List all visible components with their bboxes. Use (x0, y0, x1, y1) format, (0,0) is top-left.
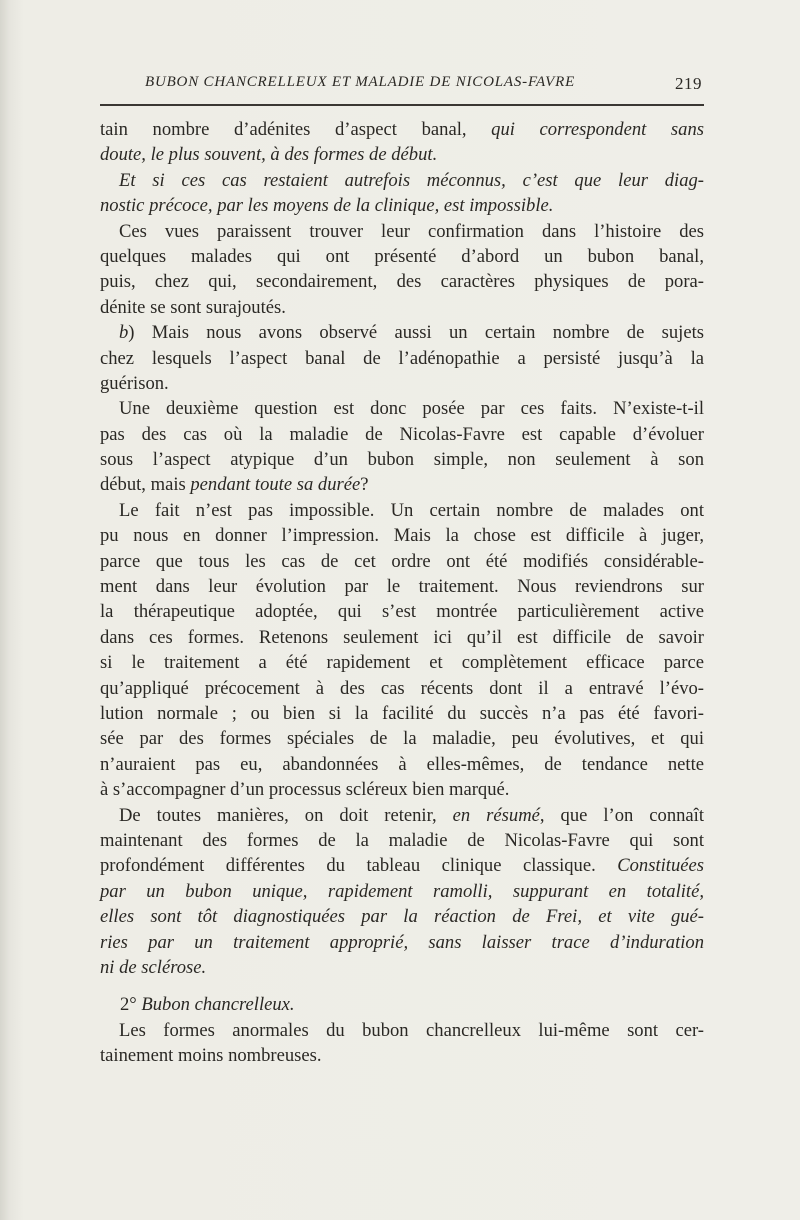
italic-run: qui correspondent sans (491, 119, 704, 140)
text-run: guérison. (100, 372, 169, 394)
italic-run: ries par un traitement approprié, sans laisser trace d’induration (100, 931, 704, 953)
text-line (100, 930, 704, 955)
text-line (100, 168, 704, 193)
text-run: dénite se sont surajoutés. (100, 296, 286, 318)
text-line (100, 472, 704, 497)
text-line (100, 142, 704, 167)
text-run: pu nous en donner l’impression. Mais la chose est difficile à juger, (100, 525, 704, 547)
text-run: ) Mais nous avons observé aussi un certain nombre de sujets (128, 322, 704, 344)
text-line (100, 701, 704, 726)
text-line (100, 599, 704, 624)
text-run: maintenant des formes de la maladie de Nicolas-Favre qui sont (100, 829, 704, 851)
text-run: n’auraient pas eu, abandonnées à elles-mêmes, de tendance nette (100, 753, 704, 775)
text-line (100, 422, 704, 447)
text-run: parce que tous les cas de cet ordre ont été modifiés considérable- (100, 550, 704, 572)
text-line (100, 803, 704, 828)
text-run: Une deuxième question est donc posée par ces faits. N’existe-t-il (119, 398, 704, 420)
italic-run: en résumé (452, 804, 540, 826)
text-line (100, 1018, 704, 1043)
text-line (100, 447, 704, 472)
text-run: Le fait n’est pas impossible. Un certain nombre de malades ont (119, 499, 704, 521)
text-line (100, 117, 704, 142)
text-run: pas des cas où la maladie de Nicolas-Favre est capable d’évoluer (100, 423, 704, 445)
text-line (100, 269, 704, 294)
text-run: si le traitement a été rapidement et complètement efficace parce (100, 652, 704, 674)
text-run: lution normale ; ou bien si la facilité du succès n’a pas été favori- (100, 702, 704, 724)
body-text (100, 117, 704, 1068)
text-run: ment dans leur évolution par le traitement. Nous reviendrons sur (100, 576, 704, 598)
text-line (100, 650, 704, 675)
italic-run: ni de sclérose. (100, 956, 207, 978)
text-line (100, 320, 704, 345)
text-line (100, 879, 704, 904)
running-title: BUBON CHANCRELLEUX ET MALADIE DE NICOLAS-FAVRE (145, 74, 576, 90)
text-line (100, 219, 704, 244)
text-line (100, 193, 704, 218)
text-run: tainement moins nombreuses. (100, 1045, 322, 1067)
text-line (100, 549, 704, 574)
text-line (100, 295, 704, 320)
text-line (100, 752, 704, 777)
text-line (100, 777, 704, 802)
text-run: profondément différentes du tableau clinique classique. (100, 855, 618, 877)
italic-run: pendant toute sa durée (190, 474, 361, 496)
page-number: 219 (675, 74, 702, 93)
text-run: tain nombre d’adénites d’aspect banal, (100, 119, 492, 140)
text-run: , que l’on connaît (539, 804, 704, 826)
text-run: qu’appliqué précocement à des cas récents dont il a entravé l’évo- (100, 677, 704, 699)
text-line (100, 955, 704, 980)
text-line (100, 726, 704, 751)
text-run: Les formes anormales du bubon chancrelleux lui-même sont cer- (119, 1019, 704, 1041)
text-line (100, 904, 704, 929)
text-run: dans ces formes. Retenons seulement ici qu’il est difficile de savoir (100, 626, 704, 648)
text-run: puis, chez qui, secondairement, des caractères physiques de pora- (100, 271, 704, 293)
text-run: la thérapeutique adoptée, qui s’est montrée particulièrement active (100, 601, 704, 623)
text-line (100, 346, 704, 371)
text-run: quelques malades qui ont présenté d’abord un bubon banal, (100, 245, 704, 267)
italic-run: nostic précoce, par les moyens de la clinique, est impossible. (100, 195, 554, 217)
text-line (100, 396, 704, 421)
text-run: à s’accompagner d’un processus scléreux bien marqué. (100, 779, 510, 801)
italic-run: b (119, 322, 129, 344)
text-line (100, 371, 704, 396)
italic-run: doute, le plus souvent, à des formes de début. (100, 144, 438, 166)
section-heading (100, 992, 704, 1017)
italic-run: elles sont tôt diagnostiquées par la réaction de Frei, et vite gué- (100, 906, 704, 928)
text-line (100, 828, 704, 853)
text-run: 2° (120, 994, 142, 1016)
italic-run: Et si ces cas restaient autrefois méconnus, c’est que leur diag- (119, 169, 704, 191)
text-line (100, 244, 704, 269)
italic-run: par un bubon unique, rapidement ramolli, suppurant en totalité, (100, 880, 704, 902)
text-run: début, mais (100, 474, 191, 496)
italic-run: Constituées (617, 855, 704, 877)
header-rule (100, 104, 704, 106)
text-line (100, 625, 704, 650)
italic-run: Bubon chancrelleux. (141, 994, 295, 1016)
text-run: sous l’aspect atypique d’un bubon simple, non seulement à son (100, 449, 704, 471)
text-line (100, 523, 704, 548)
text-run: De toutes manières, on doit retenir, (119, 804, 453, 826)
text-line (100, 498, 704, 523)
text-line (100, 853, 704, 878)
text-run: ? (360, 474, 369, 496)
text-run: chez lesquels l’aspect banal de l’adénopathie a persisté jusqu’à la (100, 347, 704, 369)
text-run: Ces vues paraissent trouver leur confirmation dans l’histoire des (119, 220, 704, 242)
text-run: sée par des formes spéciales de la maladie, peu évolutives, et qui (100, 728, 704, 750)
text-line (100, 574, 704, 599)
text-line (100, 676, 704, 701)
text-line (100, 1043, 704, 1068)
